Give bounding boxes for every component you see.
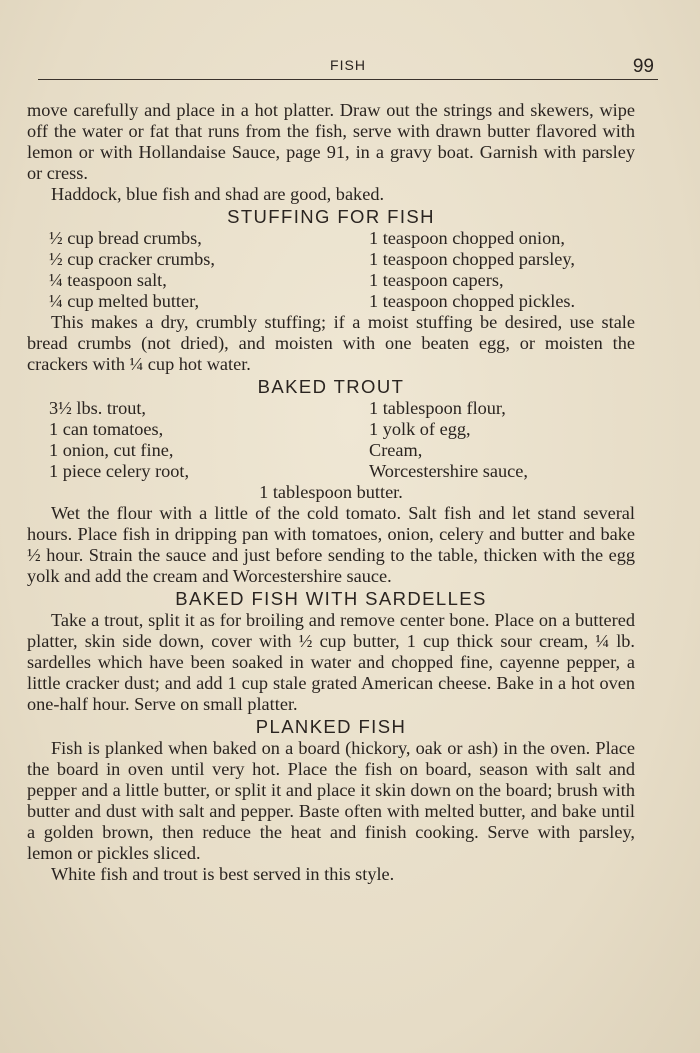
trout-center-ingredient: 1 tablespoon butter.	[259, 482, 403, 502]
closing-line: White fish and trout is best served in this style.	[51, 864, 395, 884]
ingredient-item: 1 teaspoon chopped pickles.	[369, 291, 576, 311]
header-rule	[38, 79, 658, 80]
stuffing-ingredients	[27, 228, 635, 312]
haddock-line: Haddock, blue fish and shad are good, baked.	[51, 184, 385, 204]
ingredient-item: 3½ lbs. trout,	[49, 398, 146, 418]
ingredient-item: ¼ cup melted butter,	[49, 291, 200, 311]
page-body	[27, 100, 635, 885]
ingredient-item: ½ cup bread crumbs,	[49, 228, 202, 248]
ingredient-item: 1 yolk of egg,	[369, 419, 471, 439]
ingredient-item: 1 tablespoon flour,	[369, 398, 506, 418]
ingredient-item: 1 teaspoon capers,	[369, 270, 504, 290]
trout-paragraph: Wet the flour with a little of the cold tomato. Salt fish and let stand several hours. Place fish in dripping pan with tomatoes, onion, celery and butter and bake ½ hour. Strain the sauce and just before sending to the table, thicken with the egg yolk and add the cream and Worcestershire sauce.	[27, 503, 635, 586]
ingredient-item: 1 piece celery root,	[49, 461, 190, 481]
ingredient-item: 1 teaspoon chopped parsley,	[369, 249, 575, 269]
ingredient-item: Cream,	[369, 440, 423, 460]
ingredient-item: 1 can tomatoes,	[49, 419, 164, 439]
running-head: FISH	[330, 57, 366, 73]
intro-paragraph: move carefully and place in a hot platter. Draw out the strings and skewers, wipe off the water or fat that runs from the fish, serve with drawn butter flavored with lemon or with Hollandaise Sauce, page 91, in a gravy boat. Garnish with parsley or cress.	[27, 100, 635, 183]
ingredient-item: 1 teaspoon chopped onion,	[369, 228, 565, 248]
ingredient-item: ¼ teaspoon salt,	[49, 270, 167, 290]
page-header	[38, 52, 658, 82]
page-number: 99	[632, 56, 654, 77]
planked-paragraph: Fish is planked when baked on a board (hickory, oak or ash) in the oven. Place the board in oven until very hot. Place the fish on board, season with salt and pepper and a little butter, or split it and place it skin down on the board; brush with butter and dust with salt and pepper. Baste often with melted butter, and bake until a golden brown, then reduce the heat and finish cooking. Serve with parsley, lemon or pickles sliced.	[27, 738, 635, 863]
ingredient-item: Worcestershire sauce,	[369, 461, 528, 481]
sardelles-title: BAKED FISH WITH SARDELLES	[175, 588, 487, 609]
ingredient-item: 1 onion, cut fine,	[49, 440, 174, 460]
planked-title: PLANKED FISH	[255, 716, 407, 737]
trout-ingredients	[27, 398, 635, 482]
sardelles-paragraph: Take a trout, split it as for broiling and remove center bone. Place on a buttered platter, skin side down, cover with ½ cup butter, 1 cup thick sour cream, ¼ lb. sardelles which have been soaked in water and chopped fine, cayenne pepper, a little cracker dust; and add 1 cup stale grated American cheese. Bake in a hot oven one-half hour. Serve on small platter.	[27, 610, 635, 714]
ingredient-item: ½ cup cracker crumbs,	[49, 249, 215, 269]
stuffing-title: STUFFING FOR FISH	[227, 206, 435, 227]
stuffing-paragraph: This makes a dry, crumbly stuffing; if a moist stuffing be desired, use stale bread crumbs (not dried), and moisten with one beaten egg, or moisten the crackers with ¼ cup hot water.	[27, 312, 635, 374]
baked-trout-title: BAKED TROUT	[257, 376, 405, 397]
